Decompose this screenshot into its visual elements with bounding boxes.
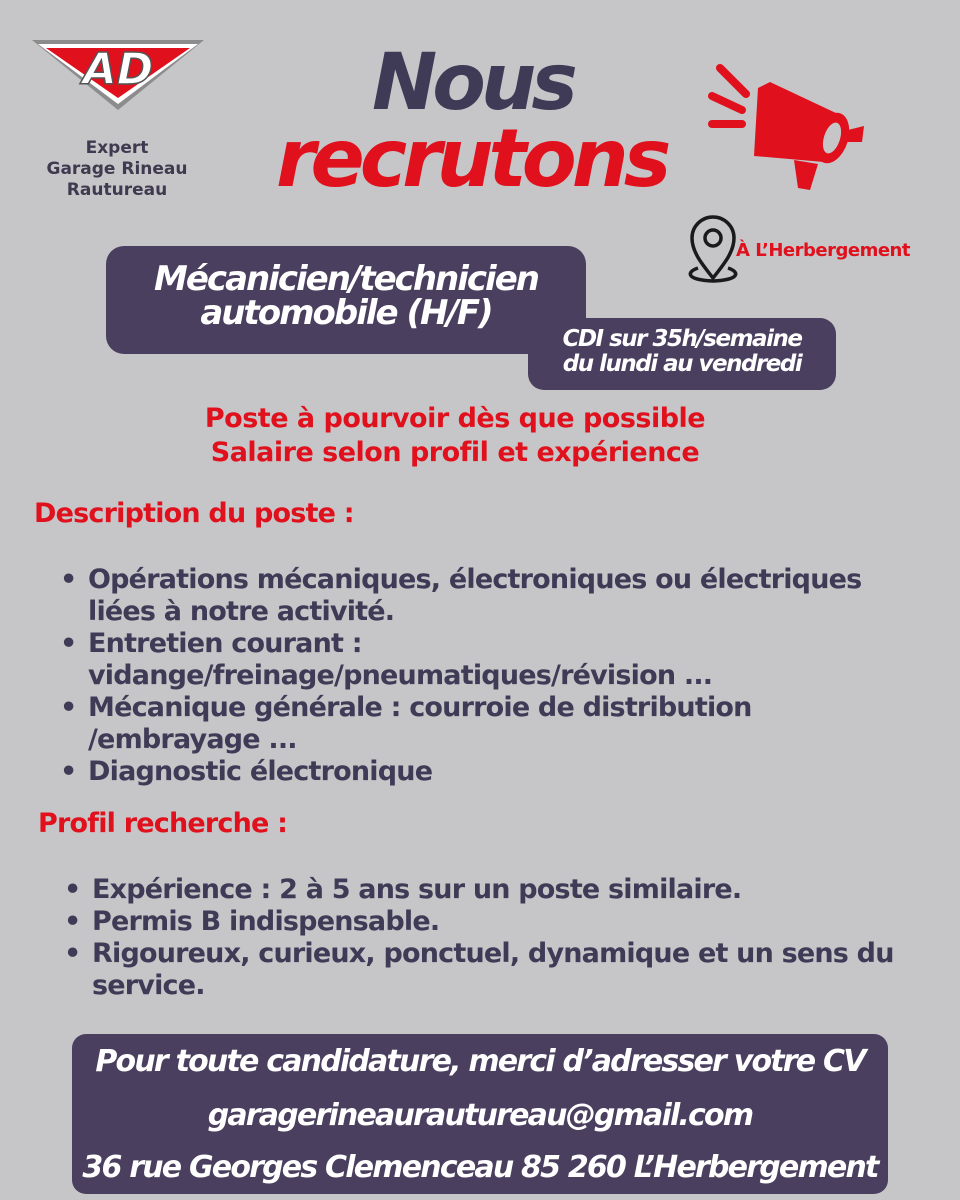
list-item: • Diagnostic électronique bbox=[60, 756, 920, 788]
headline-recrutons: recrutons bbox=[276, 112, 667, 205]
description-list bbox=[60, 564, 920, 788]
contact-box bbox=[72, 1034, 888, 1194]
ad-logo bbox=[28, 34, 208, 114]
list-item: • Mécanique générale : courroie de distribution /embrayage ... bbox=[60, 692, 788, 756]
profile-list bbox=[64, 874, 924, 1002]
contact-email[interactable]: garagerineaurautureau@gmail.com bbox=[207, 1098, 753, 1133]
location-text: À L’Herbergement bbox=[736, 240, 910, 261]
list-item: • Opérations mécaniques, électroniques ou électriques liées à notre activité. bbox=[60, 564, 920, 628]
megaphone-icon bbox=[706, 58, 866, 196]
job-title-box bbox=[106, 246, 586, 354]
list-item: • Entretien courant : vidange/freinage/pneumatiques/révision ... bbox=[60, 628, 728, 692]
description-heading: Description du poste : bbox=[34, 498, 354, 529]
logo-text-garage: Garage Rineau bbox=[46, 159, 188, 179]
highlight-start-date: Poste à pourvoir dès que possible bbox=[204, 403, 706, 434]
svg-text:AD: AD bbox=[82, 44, 154, 95]
contact-address: 36 rue Georges Clemenceau 85 260 L’Herbergement bbox=[82, 1150, 878, 1185]
profile-heading: Profil recherche : bbox=[38, 808, 288, 839]
contract-box bbox=[528, 318, 836, 390]
contract-line-2: du lundi au vendredi bbox=[562, 351, 802, 377]
highlight-salary: Salaire selon profil et expérience bbox=[210, 437, 700, 468]
contact-instructions: Pour toute candidature, merci d’adresser votre CV bbox=[95, 1044, 865, 1079]
contract-line-1: CDI sur 35h/semaine bbox=[562, 326, 802, 352]
logo-text-expert: Expert bbox=[85, 138, 149, 158]
headline-nous: Nous bbox=[372, 38, 573, 128]
location-pin-icon bbox=[684, 212, 742, 284]
job-title-line-1: Mécanicien/technicien bbox=[154, 259, 538, 299]
job-title-line-2: automobile (H/F) bbox=[200, 293, 492, 333]
list-item: • Permis B indispensable. bbox=[64, 906, 924, 938]
list-item: • Expérience : 2 à 5 ans sur un poste similaire. bbox=[64, 874, 924, 906]
highlights bbox=[0, 402, 910, 470]
list-item: • Rigoureux, curieux, ponctuel, dynamique et un sens du service. bbox=[64, 938, 912, 1002]
logo-text-rautureau: Rautureau bbox=[66, 180, 168, 200]
